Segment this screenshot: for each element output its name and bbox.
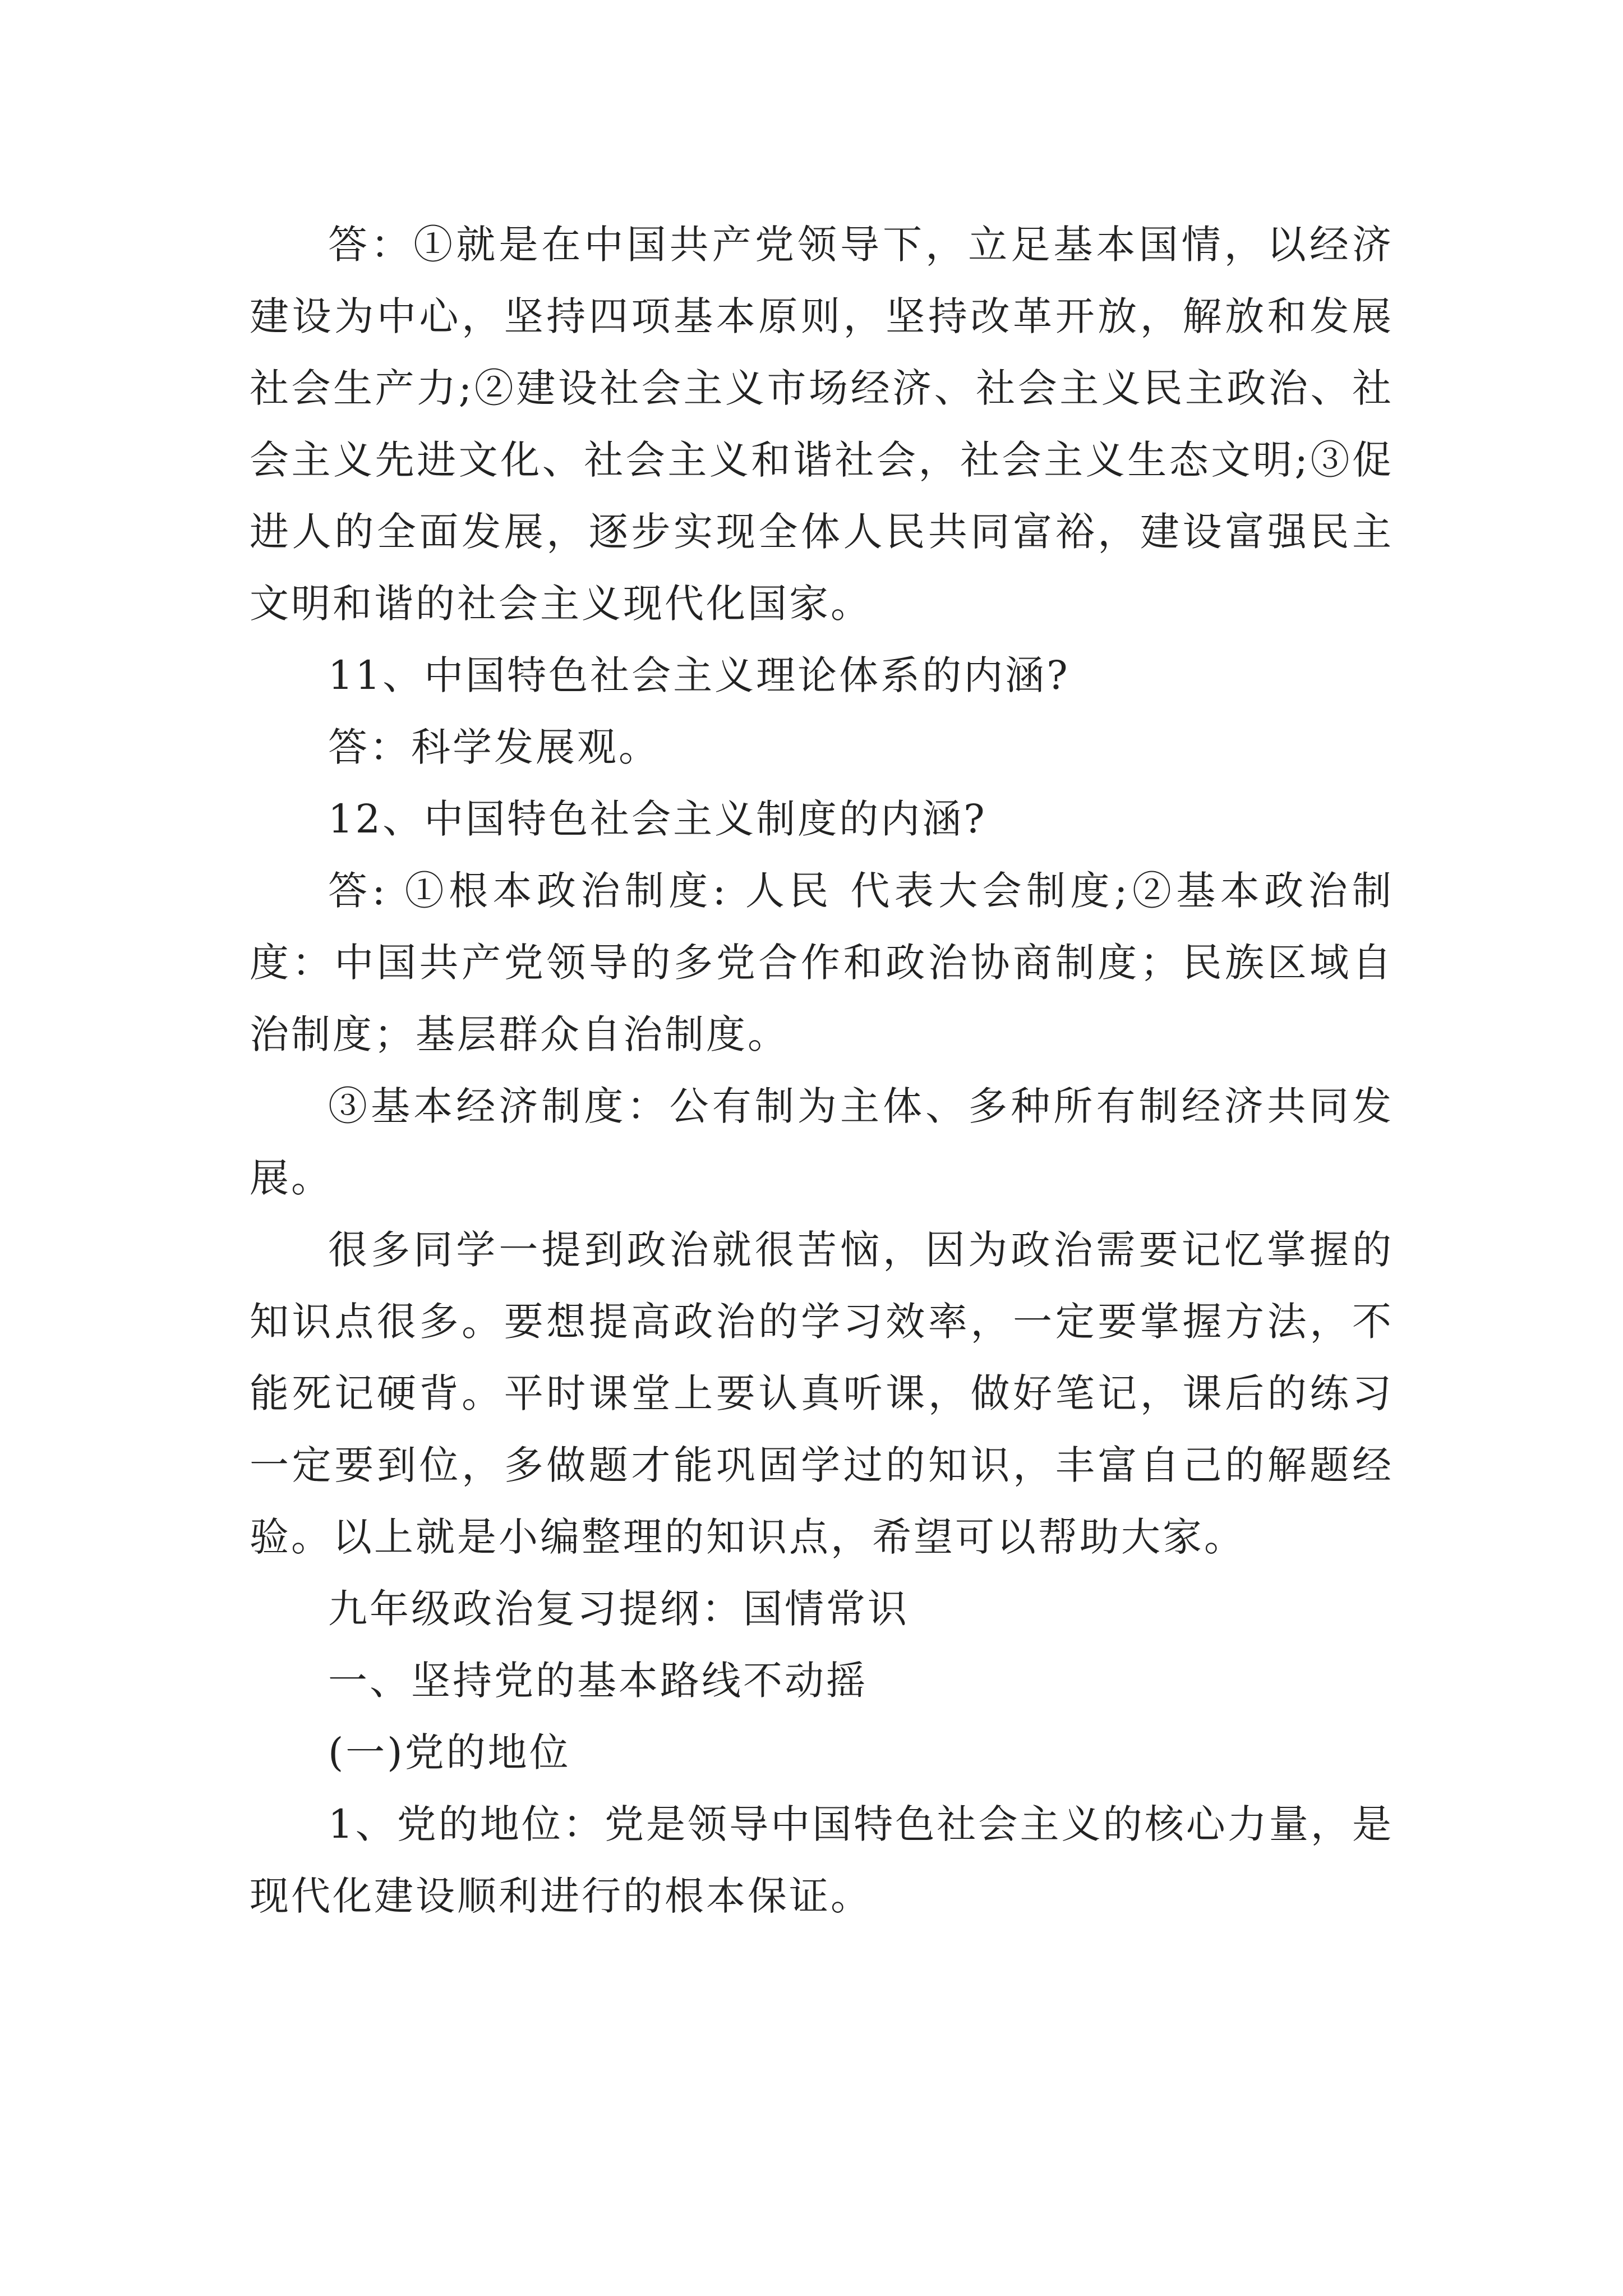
answer-paragraph-basic-line: 答：①就是在中国共产党领导下，立足基本国情，以经济建设为中心，坚持四项基本原则，坚持改革开放，解放和发展社会生产力;②建设社会主义市场经济、社会主义民主政治、社会主义先进文化、社会主义和谐社会，社会主义生态文明;③促进人的全面发展，逐步实现全体人民共同富裕，建设富强民主文明和谐的社会主义现代化国家。 [250,222,1394,627]
subsection-heading-party-status: (一)党的地位 [328,1729,571,1775]
study-advice-paragraph: 很多同学一提到政治就很苦恼，因为政治需要记忆掌握的知识点很多。要想提高政治的学习效率，一定要掌握方法，不能死记硬背。平时课堂上要认真听课，做好笔记，课后的练习一定要到位，多做题才能巩固学过的知识，丰富自己的解题经验。以上就是小编整理的知识点，希望可以帮助大家。 [250,1227,1394,1560]
section-title-national-conditions: 九年级政治复习提纲：国情常识 [328,1586,909,1632]
party-status-paragraph: 1、党的地位：党是领导中国特色社会主义的核心力量，是现代化建设顺利进行的根本保证。 [250,1801,1394,1919]
question-12-heading: 12、中国特色社会主义制度的内涵? [328,796,987,842]
question-11-heading: 11、中国特色社会主义理论体系的内涵? [328,652,1070,698]
section-heading-basic-line: 一、坚持党的基本路线不动摇 [328,1658,868,1704]
answer-11-paragraph: 答：科学发展观。 [328,724,660,770]
answer-12-paragraph: 答: ①根本政治制度: 人民 代表大会制度;②基本政治制度：中国共产党领导的多党合作和政治协商制度；民族区域自治制度；基层群众自治制度。 [250,868,1394,1057]
document-body [250,209,1394,1932]
answer-12-economic-system-paragraph: ③基本经济制度：公有制为主体、多种所有制经济共同发展。 [250,1083,1394,1201]
